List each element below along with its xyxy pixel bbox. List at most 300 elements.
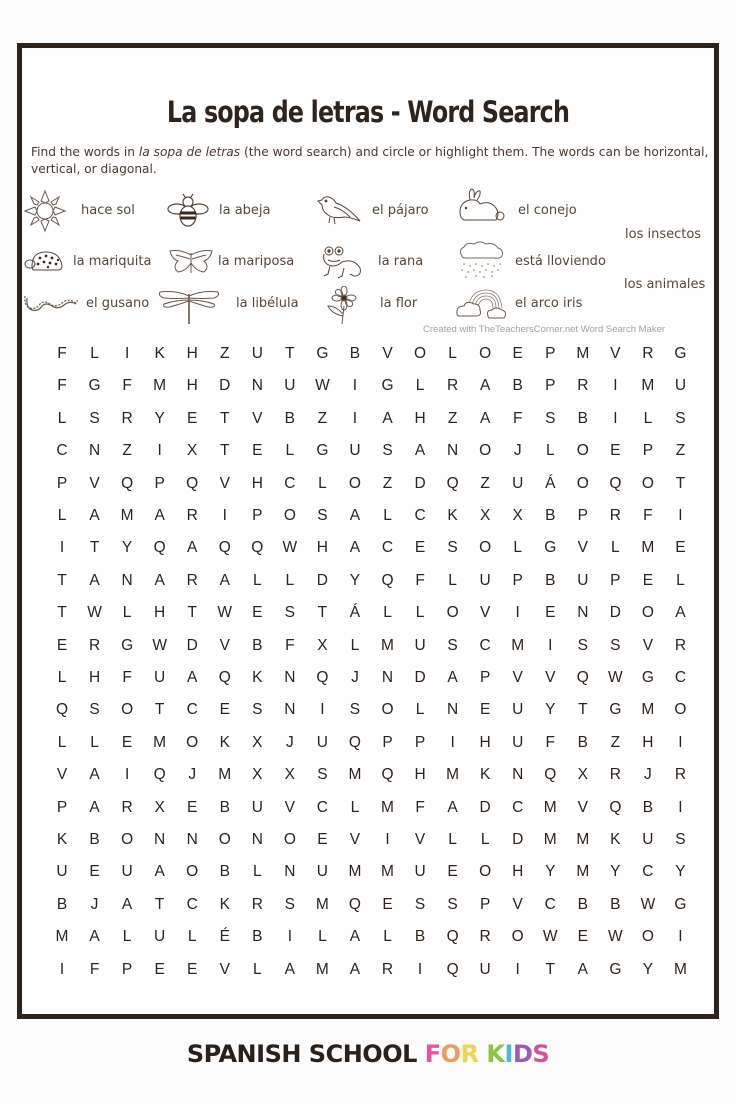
grid-cell[interactable]: M xyxy=(348,766,362,784)
grid-cell[interactable]: Y xyxy=(349,571,361,589)
grid-cell[interactable]: E xyxy=(479,701,491,719)
grid-cell[interactable]: L xyxy=(122,928,132,946)
grid-cell[interactable]: N xyxy=(446,442,459,460)
grid-cell[interactable]: K xyxy=(154,345,165,362)
grid-cell[interactable]: M xyxy=(543,831,557,848)
grid-cell[interactable]: I xyxy=(124,345,130,362)
grid-cell[interactable]: R xyxy=(479,928,491,946)
grid-cell[interactable]: N xyxy=(121,571,133,589)
grid-cell[interactable]: B xyxy=(642,798,654,816)
grid-cell[interactable]: S xyxy=(447,636,458,654)
grid-cell[interactable]: U xyxy=(642,831,654,848)
grid-cell[interactable]: O xyxy=(186,863,199,881)
grid-cell[interactable]: Q xyxy=(218,669,231,686)
grid-cell[interactable]: I xyxy=(417,960,423,978)
grid-cell[interactable]: F xyxy=(122,669,132,686)
grid-cell[interactable]: T xyxy=(317,604,328,622)
grid-cell[interactable]: L xyxy=(57,507,67,524)
grid-cell[interactable]: I xyxy=(222,507,227,524)
grid-cell[interactable]: P xyxy=(154,474,165,492)
grid-cell[interactable]: E xyxy=(89,863,100,881)
grid-cell[interactable]: V xyxy=(252,409,263,427)
grid-cell[interactable]: I xyxy=(287,928,292,946)
grid-cell[interactable]: G xyxy=(121,636,134,654)
grid-cell[interactable]: H xyxy=(186,345,198,362)
grid-cell[interactable]: Q xyxy=(348,895,361,913)
grid-cell[interactable]: L xyxy=(545,442,555,460)
grid-cell[interactable]: U xyxy=(56,863,68,881)
grid-cell[interactable]: Z xyxy=(382,474,393,492)
grid-cell[interactable]: S xyxy=(414,895,426,913)
grid-cell[interactable]: L xyxy=(252,960,262,978)
grid-cell[interactable]: U xyxy=(251,345,263,362)
grid-cell[interactable]: R xyxy=(251,895,263,913)
grid-cell[interactable]: M xyxy=(381,798,394,816)
grid-cell[interactable]: L xyxy=(122,604,132,622)
grid-cell[interactable]: E xyxy=(317,831,328,848)
grid-cell[interactable]: V xyxy=(56,766,68,784)
grid-cell[interactable]: Q xyxy=(381,766,394,784)
grid-cell[interactable]: S xyxy=(284,604,296,622)
grid-cell[interactable]: B xyxy=(545,507,556,524)
grid-cell[interactable]: I xyxy=(613,377,618,395)
grid-cell[interactable]: V xyxy=(382,345,393,362)
grid-cell[interactable]: K xyxy=(252,669,263,686)
grid-cell[interactable]: A xyxy=(89,928,100,946)
grid-cell[interactable]: M xyxy=(120,507,134,524)
grid-cell[interactable]: N xyxy=(381,669,394,686)
grid-cell[interactable]: P xyxy=(121,960,133,978)
grid-cell[interactable]: A xyxy=(349,507,361,524)
grid-cell[interactable]: K xyxy=(479,766,491,784)
grid-cell[interactable]: D xyxy=(316,571,328,589)
grid-cell[interactable]: Q xyxy=(153,766,166,784)
grid-cell[interactable]: M xyxy=(511,636,525,654)
grid-cell[interactable]: B xyxy=(577,409,588,427)
grid-cell[interactable]: A xyxy=(154,507,165,524)
grid-cell[interactable]: O xyxy=(511,928,524,946)
grid-cell[interactable]: V xyxy=(577,798,588,816)
grid-cell[interactable]: A xyxy=(154,571,165,589)
grid-cell[interactable]: L xyxy=(415,604,425,622)
grid-cell[interactable]: Z xyxy=(317,409,328,427)
grid-cell[interactable]: M xyxy=(153,377,167,395)
grid-cell[interactable]: U xyxy=(316,863,328,881)
grid-cell[interactable]: R xyxy=(609,766,621,784)
grid-cell[interactable]: A xyxy=(284,960,296,978)
grid-cell[interactable]: N xyxy=(446,701,459,719)
grid-cell[interactable]: M xyxy=(576,863,590,881)
grid-cell[interactable]: B xyxy=(219,798,230,816)
grid-cell[interactable]: Q xyxy=(153,539,166,557)
grid-cell[interactable]: A xyxy=(577,960,588,978)
grid-cell[interactable]: S xyxy=(284,895,296,913)
grid-cell[interactable]: P xyxy=(545,377,556,395)
grid-cell[interactable]: D xyxy=(479,798,491,816)
grid-cell[interactable]: U xyxy=(414,636,426,654)
grid-cell[interactable]: R xyxy=(186,507,198,524)
grid-cell[interactable]: O xyxy=(283,507,296,524)
grid-cell[interactable]: N xyxy=(251,377,263,395)
grid-cell[interactable]: B xyxy=(349,345,361,362)
grid-cell[interactable]: F xyxy=(415,798,425,816)
grid-cell[interactable]: O xyxy=(641,474,654,492)
grid-cell[interactable]: M xyxy=(55,928,69,946)
grid-cell[interactable]: H xyxy=(414,766,426,784)
grid-cell[interactable]: G xyxy=(544,539,557,557)
grid-cell[interactable]: M xyxy=(153,733,167,751)
grid-cell[interactable]: Q xyxy=(55,701,69,719)
grid-cell[interactable]: R xyxy=(121,409,133,427)
grid-cell[interactable]: F xyxy=(122,377,132,395)
grid-cell[interactable]: I xyxy=(678,928,683,946)
grid-cell[interactable]: V xyxy=(545,669,556,686)
grid-cell[interactable]: O xyxy=(576,442,589,460)
grid-cell[interactable]: F xyxy=(415,571,425,589)
grid-cell[interactable]: C xyxy=(381,539,394,557)
grid-cell[interactable]: Y xyxy=(154,409,165,427)
grid-cell[interactable]: O xyxy=(283,831,296,848)
grid-cell[interactable]: L xyxy=(643,409,653,427)
grid-cell[interactable]: A xyxy=(382,409,393,427)
grid-cell[interactable]: F xyxy=(57,345,67,362)
grid-cell[interactable]: D xyxy=(414,474,426,492)
grid-cell[interactable]: E xyxy=(577,928,588,946)
grid-cell[interactable]: B xyxy=(577,733,588,751)
grid-cell[interactable]: V xyxy=(219,960,230,978)
grid-cell[interactable]: P xyxy=(382,733,393,751)
grid-cell[interactable]: L xyxy=(90,733,99,751)
grid-cell[interactable]: I xyxy=(320,701,325,719)
grid-cell[interactable]: F xyxy=(285,636,295,654)
grid-cell[interactable]: A xyxy=(121,895,133,913)
grid-cell[interactable]: A xyxy=(349,960,361,978)
grid-cell[interactable]: M xyxy=(218,766,232,784)
grid-cell[interactable]: N xyxy=(512,766,524,784)
grid-cell[interactable]: T xyxy=(154,895,165,913)
grid-cell[interactable]: B xyxy=(252,636,263,654)
grid-cell[interactable]: I xyxy=(613,409,618,427)
grid-cell[interactable]: Y xyxy=(545,701,556,719)
grid-cell[interactable]: K xyxy=(219,733,230,751)
grid-cell[interactable]: P xyxy=(642,442,654,460)
grid-cell[interactable]: Q xyxy=(609,798,622,816)
grid-cell[interactable]: V xyxy=(349,831,361,848)
grid-cell[interactable]: D xyxy=(186,636,198,654)
grid-cell[interactable]: E xyxy=(187,409,198,427)
grid-cell[interactable]: W xyxy=(640,895,656,913)
grid-cell[interactable]: L xyxy=(285,442,295,460)
grid-cell[interactable]: T xyxy=(187,604,197,622)
grid-cell[interactable]: X xyxy=(252,766,263,784)
grid-cell[interactable]: P xyxy=(512,571,523,589)
grid-cell[interactable]: O xyxy=(479,539,492,557)
grid-cell[interactable]: A xyxy=(414,442,426,460)
grid-cell[interactable]: O xyxy=(348,474,361,492)
grid-cell[interactable]: Z xyxy=(220,345,230,362)
grid-cell[interactable]: V xyxy=(219,474,230,492)
grid-cell[interactable]: R xyxy=(121,798,133,816)
grid-cell[interactable]: V xyxy=(512,895,523,913)
grid-cell[interactable]: Y xyxy=(121,539,133,557)
grid-cell[interactable]: E xyxy=(154,960,165,978)
grid-cell[interactable]: I xyxy=(385,831,390,848)
grid-cell[interactable]: X xyxy=(284,766,296,784)
grid-cell[interactable]: J xyxy=(351,669,359,686)
grid-cell[interactable]: U xyxy=(284,377,296,395)
grid-cell[interactable]: L xyxy=(448,831,457,848)
grid-cell[interactable]: A xyxy=(447,798,458,816)
grid-cell[interactable]: E xyxy=(252,442,263,460)
grid-cell[interactable]: Q xyxy=(186,474,199,492)
grid-cell[interactable]: L xyxy=(57,669,67,686)
grid-cell[interactable]: B xyxy=(545,571,556,589)
grid-cell[interactable]: O xyxy=(186,733,199,751)
grid-cell[interactable]: L xyxy=(383,928,392,946)
grid-cell[interactable]: J xyxy=(90,895,99,913)
grid-cell[interactable]: I xyxy=(352,409,358,427)
grid-cell[interactable]: A xyxy=(89,798,100,816)
grid-cell[interactable]: E xyxy=(512,345,523,362)
grid-cell[interactable]: P xyxy=(252,507,263,524)
grid-cell[interactable]: L xyxy=(415,701,425,719)
grid-cell[interactable]: R xyxy=(88,636,101,654)
grid-cell[interactable]: O xyxy=(674,701,687,719)
grid-cell[interactable]: W xyxy=(608,669,623,686)
grid-cell[interactable]: D xyxy=(512,831,524,848)
grid-cell[interactable]: O xyxy=(121,831,134,848)
grid-cell[interactable]: A xyxy=(219,571,230,589)
grid-cell[interactable]: I xyxy=(59,539,65,557)
grid-cell[interactable]: U xyxy=(479,960,491,978)
grid-cell[interactable]: J xyxy=(513,442,522,460)
grid-cell[interactable]: G xyxy=(609,701,622,719)
grid-cell[interactable]: M xyxy=(446,766,460,784)
grid-cell[interactable]: S xyxy=(252,701,263,719)
grid-cell[interactable]: R xyxy=(381,960,394,978)
grid-cell[interactable]: I xyxy=(59,960,65,978)
grid-cell[interactable]: O xyxy=(641,604,654,622)
grid-cell[interactable]: Z xyxy=(480,474,490,492)
grid-cell[interactable]: E xyxy=(414,539,426,557)
grid-cell[interactable]: G xyxy=(641,669,654,686)
grid-cell[interactable]: G xyxy=(88,377,101,395)
grid-cell[interactable]: A xyxy=(447,669,458,686)
grid-cell[interactable]: E xyxy=(675,539,686,557)
grid-cell[interactable]: E xyxy=(219,701,230,719)
grid-cell[interactable]: L xyxy=(383,507,392,524)
grid-cell[interactable]: K xyxy=(610,831,621,848)
grid-cell[interactable]: X xyxy=(187,442,198,460)
grid-cell[interactable]: S xyxy=(675,831,686,848)
grid-cell[interactable]: S xyxy=(675,409,686,427)
grid-cell[interactable]: L xyxy=(480,831,490,848)
grid-cell[interactable]: I xyxy=(157,442,162,460)
grid-cell[interactable]: D xyxy=(219,377,231,395)
grid-cell[interactable]: H xyxy=(316,539,328,557)
grid-cell[interactable]: J xyxy=(285,733,294,751)
grid-cell[interactable]: L xyxy=(611,539,620,557)
grid-cell[interactable]: W xyxy=(282,539,298,557)
grid-cell[interactable]: Z xyxy=(122,442,132,460)
grid-cell[interactable]: T xyxy=(545,960,555,978)
grid-cell[interactable]: U xyxy=(251,798,263,816)
grid-cell[interactable]: R xyxy=(674,766,687,784)
grid-cell[interactable]: M xyxy=(543,798,557,816)
grid-cell[interactable]: V xyxy=(414,831,426,848)
grid-cell[interactable]: W xyxy=(87,604,102,622)
grid-cell[interactable]: T xyxy=(57,604,67,622)
grid-cell[interactable]: M xyxy=(381,636,394,654)
grid-cell[interactable]: R xyxy=(577,377,589,395)
grid-cell[interactable]: B xyxy=(284,409,296,427)
grid-cell[interactable]: E xyxy=(187,798,198,816)
grid-cell[interactable]: Z xyxy=(675,442,686,460)
grid-cell[interactable]: F xyxy=(545,733,555,751)
grid-cell[interactable]: M xyxy=(673,960,687,978)
grid-cell[interactable]: G xyxy=(674,895,687,913)
grid-cell[interactable]: N xyxy=(251,831,263,848)
grid-cell[interactable]: L xyxy=(513,539,522,557)
grid-cell[interactable]: J xyxy=(644,766,652,784)
grid-cell[interactable]: I xyxy=(352,377,358,395)
grid-cell[interactable]: T xyxy=(285,345,295,362)
grid-cell[interactable]: K xyxy=(447,507,458,524)
grid-cell[interactable]: L xyxy=(350,636,360,654)
grid-cell[interactable]: B xyxy=(610,895,621,913)
grid-cell[interactable]: M xyxy=(348,863,362,881)
grid-cell[interactable]: É xyxy=(219,928,230,946)
grid-cell[interactable]: T xyxy=(675,474,686,492)
grid-cell[interactable]: E xyxy=(642,571,654,589)
grid-cell[interactable]: C xyxy=(512,798,524,816)
grid-cell[interactable]: L xyxy=(415,377,425,395)
grid-cell[interactable]: U xyxy=(349,442,361,460)
grid-cell[interactable]: D xyxy=(414,669,426,686)
grid-cell[interactable]: C xyxy=(544,895,556,913)
grid-cell[interactable]: M xyxy=(641,539,655,557)
grid-cell[interactable]: B xyxy=(219,863,230,881)
grid-cell[interactable]: R xyxy=(446,377,459,395)
grid-cell[interactable]: H xyxy=(251,474,263,492)
grid-cell[interactable]: L xyxy=(318,474,327,492)
grid-cell[interactable]: V xyxy=(89,474,100,492)
grid-cell[interactable]: C xyxy=(284,474,296,492)
grid-cell[interactable]: Q xyxy=(381,571,394,589)
grid-cell[interactable]: V xyxy=(284,798,296,816)
grid-cell[interactable]: R xyxy=(674,636,687,654)
grid-cell[interactable]: C xyxy=(56,442,68,460)
grid-cell[interactable]: N xyxy=(577,604,589,622)
grid-cell[interactable]: S xyxy=(89,409,100,427)
grid-cell[interactable]: O xyxy=(479,863,492,881)
grid-cell[interactable]: J xyxy=(188,766,197,784)
grid-cell[interactable]: I xyxy=(450,733,455,751)
grid-cell[interactable]: U xyxy=(414,863,426,881)
grid-cell[interactable]: I xyxy=(678,507,683,524)
grid-cell[interactable]: W xyxy=(542,928,558,946)
grid-cell[interactable]: Q xyxy=(576,669,589,686)
grid-cell[interactable]: C xyxy=(479,636,491,654)
grid-cell[interactable]: O xyxy=(641,928,654,946)
grid-cell[interactable]: N xyxy=(186,831,198,848)
grid-cell[interactable]: P xyxy=(610,571,621,589)
grid-cell[interactable]: N xyxy=(88,442,101,460)
grid-cell[interactable]: Á xyxy=(349,604,361,622)
grid-cell[interactable]: W xyxy=(152,636,167,654)
grid-cell[interactable]: U xyxy=(577,571,589,589)
grid-cell[interactable]: M xyxy=(641,701,655,719)
grid-cell[interactable]: H xyxy=(154,604,166,622)
grid-cell[interactable]: R xyxy=(609,507,621,524)
grid-cell[interactable]: C xyxy=(642,863,654,881)
grid-cell[interactable]: W xyxy=(217,604,233,622)
grid-cell[interactable]: A xyxy=(349,539,361,557)
grid-cell[interactable]: L xyxy=(676,571,685,589)
grid-cell[interactable]: L xyxy=(448,345,457,362)
grid-cell[interactable]: E xyxy=(187,960,198,978)
grid-cell[interactable]: R xyxy=(642,345,654,362)
grid-cell[interactable]: S xyxy=(317,766,328,784)
grid-cell[interactable]: P xyxy=(56,474,68,492)
grid-cell[interactable]: B xyxy=(577,895,588,913)
grid-cell[interactable]: F xyxy=(57,377,67,395)
grid-cell[interactable]: A xyxy=(675,604,686,622)
grid-cell[interactable]: T xyxy=(220,442,230,460)
grid-cell[interactable]: M xyxy=(381,863,394,881)
grid-cell[interactable]: U xyxy=(512,701,524,719)
grid-cell[interactable]: H xyxy=(414,409,426,427)
grid-cell[interactable]: M xyxy=(315,895,329,913)
grid-cell[interactable]: P xyxy=(545,345,556,362)
grid-cell[interactable]: X xyxy=(252,733,263,751)
grid-cell[interactable]: S xyxy=(89,701,100,719)
grid-cell[interactable]: N xyxy=(284,863,296,881)
grid-cell[interactable]: A xyxy=(479,377,491,395)
grid-cell[interactable]: U xyxy=(512,733,524,751)
grid-cell[interactable]: V xyxy=(642,636,654,654)
grid-cell[interactable]: Y xyxy=(545,863,556,881)
grid-cell[interactable]: T xyxy=(578,701,588,719)
grid-cell[interactable]: E xyxy=(252,604,263,622)
grid-cell[interactable]: S xyxy=(382,442,393,460)
grid-cell[interactable]: A xyxy=(89,571,100,589)
grid-cell[interactable]: F xyxy=(643,507,653,524)
grid-cell[interactable]: B xyxy=(89,831,100,848)
grid-cell[interactable]: T xyxy=(57,571,67,589)
grid-cell[interactable]: Q xyxy=(121,474,134,492)
grid-cell[interactable]: U xyxy=(512,474,524,492)
grid-cell[interactable]: M xyxy=(641,377,655,395)
grid-cell[interactable]: I xyxy=(678,798,683,816)
grid-cell[interactable]: A xyxy=(187,539,198,557)
grid-cell[interactable]: G xyxy=(316,345,329,362)
grid-cell[interactable]: W xyxy=(315,377,330,395)
grid-cell[interactable]: K xyxy=(219,895,230,913)
grid-cell[interactable]: V xyxy=(610,345,621,362)
grid-cell[interactable]: S xyxy=(610,636,621,654)
grid-cell[interactable]: L xyxy=(252,863,262,881)
grid-cell[interactable]: H xyxy=(642,733,654,751)
grid-cell[interactable]: O xyxy=(446,604,459,622)
grid-cell[interactable]: L xyxy=(90,345,99,362)
grid-cell[interactable]: P xyxy=(577,507,588,524)
grid-cell[interactable]: N xyxy=(154,831,166,848)
grid-cell[interactable]: C xyxy=(186,895,198,913)
grid-cell[interactable]: I xyxy=(548,636,553,654)
grid-cell[interactable]: U xyxy=(154,928,166,946)
grid-cell[interactable]: E xyxy=(545,604,556,622)
